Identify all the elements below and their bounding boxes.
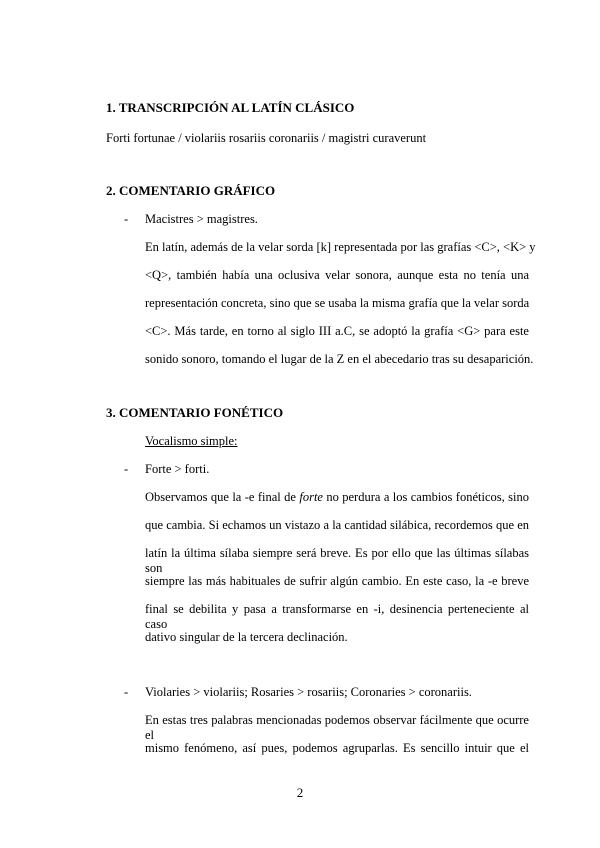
list-dash: - bbox=[124, 462, 129, 476]
paragraph-line: sonido sonoro, tomando el lugar de la Z en el abecedario tras su desaparición. bbox=[145, 352, 534, 366]
paragraph-line: dativo singular de la tercera declinación. bbox=[145, 630, 348, 644]
paragraph-line: final se debilita y pasa a transformarse en -i, desinencia perteneciente al caso bbox=[145, 602, 529, 631]
paragraph-line: siempre las más habituales de sufrir algún cambio. En este caso, la -e breve bbox=[145, 574, 529, 588]
list-dash: - bbox=[124, 685, 129, 699]
section-1-heading: 1. TRANSCRIPCIÓN AL LATÍN CLÁSICO bbox=[106, 100, 355, 115]
list-dash: - bbox=[124, 212, 129, 226]
paragraph-line: <Q>, también había una oclusiva velar sonora, aunque esta no tenía una bbox=[145, 268, 529, 282]
section-2-heading: 2. COMENTARIO GRÁFICO bbox=[106, 183, 276, 198]
paragraph-line: Observamos que la -e final de forte no perdura a los cambios fonéticos, sino bbox=[145, 490, 529, 504]
page-number: 2 bbox=[296, 785, 304, 800]
paragraph-line: representación concreta, sino que se usaba la misma grafía que la velar sorda bbox=[145, 296, 530, 310]
bullet-macistres: Macistres > magistres. bbox=[145, 212, 258, 226]
paragraph-line: latín la última sílaba siempre será breve. Es por ello que las últimas sílabas son bbox=[145, 546, 529, 575]
paragraph-line: <C>. Más tarde, en torno al siglo III a.C, se adoptó la grafía <G> para este bbox=[145, 324, 529, 338]
transcription-text: Forti fortunae / violariis rosariis coronariis / magistri curaverunt bbox=[106, 131, 427, 145]
subheading-vocalismo: Vocalismo simple: bbox=[145, 434, 238, 448]
bullet-forte: Forte > forti. bbox=[145, 462, 210, 476]
italic-forte: forte bbox=[299, 490, 323, 504]
paragraph-line: que cambia. Si echamos un vistazo a la cantidad silábica, recordemos que en bbox=[145, 518, 529, 532]
paragraph-line: En estas tres palabras mencionadas podemos observar fácilmente que ocurre el bbox=[145, 713, 529, 742]
paragraph-line: mismo fenómeno, así pues, podemos agruparlas. Es sencillo intuir que el bbox=[145, 741, 529, 755]
section-3-heading: 3. COMENTARIO FONÉTICO bbox=[106, 405, 284, 420]
bullet-violaries: Violaries > violariis; Rosaries > rosariis; Coronaries > coronariis. bbox=[145, 685, 472, 699]
paragraph-line: En latín, además de la velar sorda [k] representada por las grafías <C>, <K> y bbox=[145, 240, 536, 254]
